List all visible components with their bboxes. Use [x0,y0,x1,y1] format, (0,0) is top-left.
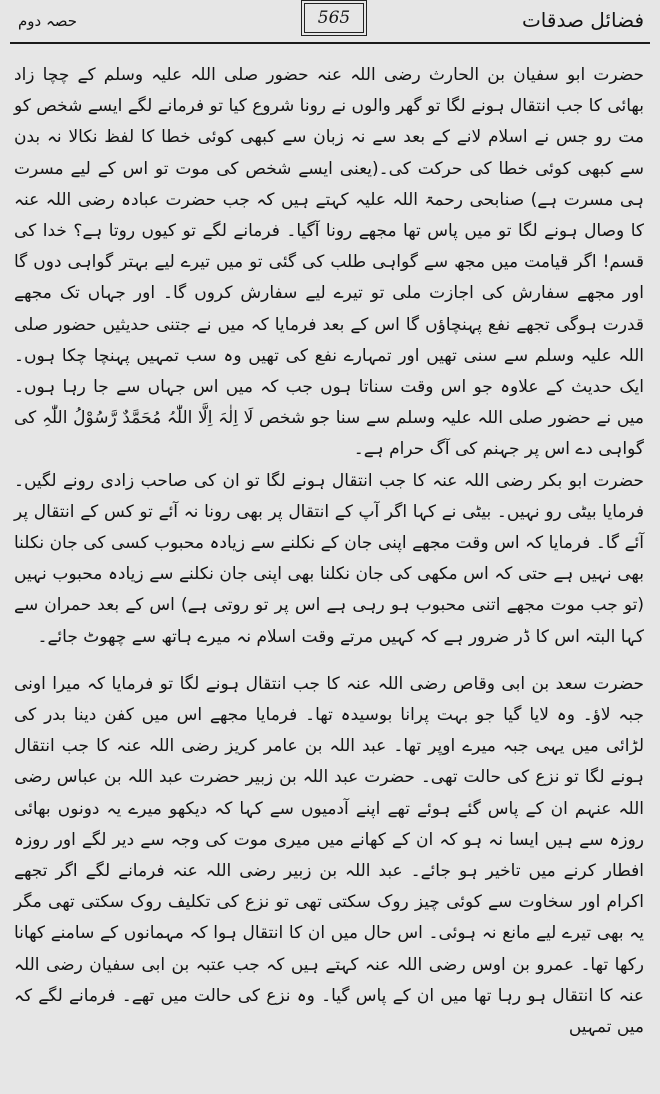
paragraph-saad: حضرت سعد بن ابی وقاص رضی اللہ عنہ کا جب انتقال ہونے لگا تو فرمایا کہ میرا اونی جبہ لاؤ۔ وہ لایا گیا جو بہت پرانا بوسیدہ تھا۔ فرمایا مجھے اس میں کفن دینا بدر کی لڑائی میں یہی جبہ میرے اوپر تھا۔ عبد اللہ بن عامر کریز رضی اللہ عنہ کا جب انتقال ہونے لگا تو نزع کی حالت تھی۔ حضرت عبد اللہ بن زبیر حضرت عبد اللہ بن عباس رضی اللہ عنہم ان کے پاس گئے ہوئے تھے اپنے آدمیوں سے کہا کہ دیکھو میرے یہ دونوں بھائی روزہ سے ہیں ایسا نہ ہو کہ ان کے کھانے میں میری موت کی وجہ سے دیر لگے اور روزہ افطار کرنے میں تاخیر ہو جائے۔ عبد اللہ بن زبیر رضی اللہ عنہ فرمانے لگے اگر تجھے اکرام اور سخاوت سے کوئی چیز روک سکتی تھی تو نزع کی تکلیف روک سکتی تھی مگر یہ بھی تیرے لیے مانع نہ ہوئی۔ اس حال میں ان کا انتقال ہوا کہ مہمانوں کے سامنے کھانا رکھا تھا۔ عمرو بن اوس رضی اللہ عنہ کہتے ہیں کہ جب عتبہ بن ابی سفیان رضی اللہ عنہ کا انتقال ہو رہا تھا میں ان کے پاس گیا۔ وہ نزع کی حالت میں تھے۔ فرمانے لگے کہ میں تمہیں [14,673,644,1038]
header-rule [10,42,650,44]
section-label: حصہ دوم [18,12,78,30]
page-header [0,0,660,44]
paragraph-abu-bakr: حضرت ابو بکر رضی اللہ عنہ کا جب انتقال ہونے لگا تو ان کی صاحب زادی رونے لگیں۔ فرمایا بیٹی رو نہیں۔ بیٹی نے کہا اگر آپ کے انتقال پر بھی رونا نہ آئے تو کس کے انتقال پر آئے گا۔ فرمایا کہ اس وقت مجھے اپنی جان کے نکلنے سے زیادہ محبوب کسی کی جان نکلنا بھی نہیں ہے حتی کہ اس مکھی کی جان نکلنا بھی اپنی جان نکلنے سے زیادہ محبوب نہیں (تو جب موت مجھے اتنی محبوب ہو رہی ہے اس پر تو روتی ہے) اس کے بعد حمران سے کہا البتہ اس کا ڈر ضرور ہے کہ کہیں مرتے وقت اسلام نہ میرے ہاتھ سے چھوٹ جائے۔ [14,470,644,647]
page-number-box [304,3,364,33]
page-number: 565 [317,8,351,28]
body-text [14,60,644,1043]
book-title: فضائل صدقات [521,8,644,32]
paragraph-abu-sufyan: حضرت ابو سفیان بن الحارث رضی اللہ عنہ حضور صلی اللہ علیہ وسلم کے چچا زاد بھائی کا جب انتقال ہونے لگا تو گھر والوں نے رونا شروع کیا تو فرمانے لگے ایسے شخص کو مت رو جس نے اسلام لانے کے بعد سے نہ زبان سے کبھی کوئی خطا کا لفظ نکالا نہ بدن سے کبھی کوئی خطا کی حرکت کی۔(یعنی ایسے شخص کی موت تو اس کے لیے مسرت ہی مسرت ہے) صنابحی رحمۃ اللہ علیہ کہتے ہیں کہ جب حضرت عبادہ رضی اللہ عنہ کا وصال ہونے لگا تو میں پاس تھا مجھے رونا آگیا۔ فرمانے لگے تو کیوں روتا ہے؟ خدا کی قسم! اگر قیامت میں مجھ سے گواہی طلب کی گئی تو میں تیرے لیے بہتر گواہی دوں گا اور مجھے سفارش کی اجازت ملی تو تیرے لیے سفارش کروں گا۔ اور جہاں تک مجھے قدرت ہوگی تجھے نفع پہنچاؤں گا اس کے بعد فرمایا کہ میں نے جتنی حدیثیں حضور صلی اللہ علیہ وسلم سے سنی تھیں اور تمہارے نفع کی تھیں وہ سب تمہیں پہنچا چکا ہوں۔ ایک حدیث کے علاوہ جو اس وقت سناتا ہوں جب کہ میں اس جہاں سے جا رہا ہوں۔ میں نے حضور صلی اللہ علیہ وسلم سے سنا جو شخص لَا اِلٰہَ اِلَّا اللّٰہُ مُحَمَّدٌ رَّسُوْلُ اللّٰہِ کی گواہی دے اس پر جہنم کی آگ حرام ہے۔ [14,65,644,460]
